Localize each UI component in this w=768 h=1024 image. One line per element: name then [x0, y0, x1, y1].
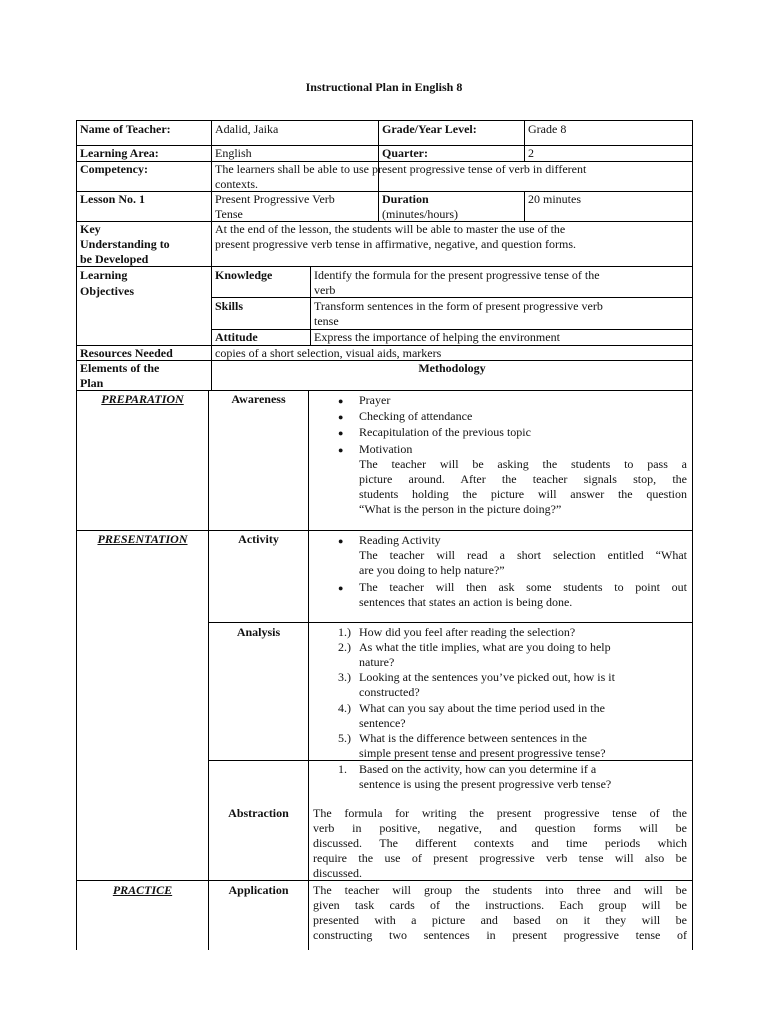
- analysis-q3-line-2: constructed?: [359, 685, 420, 699]
- duration-value: 20 minutes: [528, 192, 581, 206]
- presentation-label: PRESENTATION: [97, 532, 188, 546]
- resources-label: Resources Needed: [80, 346, 173, 360]
- duration-label: Duration: [382, 192, 429, 206]
- knowledge-text-1: Identify the formula for the present progressive tense of the: [314, 268, 600, 282]
- prep-para-2: picture around. After the teacher signals stop, the: [359, 472, 687, 486]
- knowledge-text-2: verb: [314, 283, 336, 297]
- prep-bullet-2: Checking of attendance: [359, 409, 473, 423]
- bullet-icon: ●: [338, 583, 344, 593]
- awareness-label: Awareness: [231, 392, 286, 406]
- prep-para-4: “What is the person in the picture doing?”: [359, 502, 562, 516]
- bullet-icon: ●: [338, 428, 344, 438]
- analysis-q1: How did you feel after reading the selection?: [359, 625, 576, 639]
- skills-label: Skills: [215, 299, 244, 313]
- prep-bullet-4: Motivation: [359, 442, 413, 456]
- pres-bullet-1: Reading Activity: [359, 533, 441, 547]
- abstraction-para-3: discussed. The different contexts and time periods which: [313, 836, 687, 850]
- key-text-2: present progressive verb tense in affirmative, negative, and question forms.: [215, 237, 577, 251]
- abstraction-para-5: discussed.: [313, 866, 362, 880]
- teacher-value: Adalid, Jaika: [215, 122, 279, 136]
- practice-para-2: given task cards of the instructions. Each group will be: [313, 898, 687, 912]
- practice-para-4: constructing two sentences in present progressive tense of: [313, 928, 687, 942]
- duration-sub: (minutes/hours): [382, 207, 458, 221]
- competency-label: Competency:: [80, 162, 148, 176]
- analysis-q5-line-2: simple present tense and present progressive tense?: [359, 746, 606, 760]
- pres-bullet-2-line-1: The teacher will then ask some students to point out: [359, 580, 687, 594]
- prep-bullet-1: Prayer: [359, 393, 391, 407]
- prep-bullet-3: Recapitulation of the previous topic: [359, 425, 531, 439]
- attitude-text: Express the importance of helping the environment: [314, 330, 560, 344]
- analysis-q2-line-2: nature?: [359, 655, 395, 669]
- skills-text-2: tense: [314, 314, 339, 328]
- pres-para-1: The teacher will read a short selection entitled “What: [359, 548, 687, 562]
- application-label: Application: [228, 883, 289, 897]
- bullet-icon: ●: [338, 412, 344, 422]
- analysis-q4-line-1: What can you say about the time period used in the: [359, 701, 605, 715]
- pres-para-2: are you doing to help nature?”: [359, 563, 505, 577]
- prep-para-1: The teacher will be asking the students to pass a: [359, 457, 687, 471]
- key-label-1: Key: [80, 222, 101, 236]
- area-value: English: [215, 146, 252, 160]
- analysis-num-4: 4.): [338, 701, 351, 715]
- elements-label-2: Plan: [80, 376, 104, 390]
- analysis-q2-line-1: As what the title implies, what are you doing to help: [359, 640, 611, 654]
- teacher-label: Name of Teacher:: [80, 122, 171, 136]
- quarter-label: Quarter:: [382, 146, 428, 160]
- grade-label: Grade/Year Level:: [382, 122, 477, 136]
- abstraction-q-line-1: Based on the activity, how can you determine if a: [359, 762, 597, 776]
- analysis-num-3: 3.): [338, 670, 351, 684]
- analysis-num-1: 1.): [338, 625, 351, 639]
- skills-text-1: Transform sentences in the form of present progressive verb: [314, 299, 603, 313]
- attitude-label: Attitude: [215, 330, 258, 344]
- prep-para-3: students holding the picture will answer the question: [359, 487, 687, 501]
- competency-line-1: The learners shall be able to use present progressive tense of verb in different: [215, 162, 587, 176]
- key-label-2: Understanding to: [80, 237, 170, 251]
- abstraction-para-1: The formula for writing the present progressive tense of the: [313, 806, 687, 820]
- page-title: Instructional Plan in English 8: [305, 80, 463, 94]
- lesson-line-1: Present Progressive Verb: [215, 192, 335, 206]
- area-label: Learning Area:: [80, 146, 159, 160]
- practice-label: PRACTICE: [112, 883, 173, 897]
- abstraction-para-4: require the use of present progressive verb tense will also be: [313, 851, 687, 865]
- objectives-label-1: Learning: [80, 268, 128, 282]
- activity-label: Activity: [238, 532, 279, 546]
- abstraction-q-line-2: sentence is using the present progressive verb tense?: [359, 777, 612, 791]
- analysis-q4-line-2: sentence?: [359, 716, 406, 730]
- analysis-label: Analysis: [236, 625, 281, 639]
- preparation-label: PREPARATION: [101, 392, 184, 406]
- key-text-1: At the end of the lesson, the students will be able to master the use of the: [215, 222, 566, 236]
- key-label-3: be Developed: [80, 252, 149, 266]
- analysis-num-2: 2.): [338, 640, 351, 654]
- bullet-icon: ●: [338, 445, 344, 455]
- pres-bullet-2-line-2: sentences that states an action is being done.: [359, 595, 573, 609]
- lesson-line-2: Tense: [215, 207, 243, 221]
- analysis-q5-line-1: What is the difference between sentences in the: [359, 731, 588, 745]
- abstraction-num: 1.: [338, 762, 347, 776]
- elements-label-1: Elements of the: [80, 361, 160, 375]
- analysis-num-5: 5.): [338, 731, 351, 745]
- grade-value: Grade 8: [528, 122, 567, 136]
- analysis-q3-line-1: Looking at the sentences you’ve picked out, how is it: [359, 670, 615, 684]
- resources-text: copies of a short selection, visual aids, markers: [215, 346, 442, 360]
- bullet-icon: ●: [338, 536, 344, 546]
- bullet-icon: ●: [338, 396, 344, 406]
- quarter-value: 2: [528, 146, 534, 160]
- methodology-heading: Methodology: [418, 361, 486, 375]
- lesson-label: Lesson No. 1: [80, 192, 146, 206]
- knowledge-label: Knowledge: [215, 268, 273, 282]
- abstraction-para-2: verb in positive, negative, and question forms will be: [313, 821, 687, 835]
- practice-para-1: The teacher will group the students into three and will be: [313, 883, 687, 897]
- abstraction-label: Abstraction: [228, 806, 289, 820]
- practice-para-3: presented with a picture and based on it they will be: [313, 913, 687, 927]
- competency-line-2: contexts.: [215, 177, 258, 191]
- objectives-label-2: Objectives: [80, 284, 134, 298]
